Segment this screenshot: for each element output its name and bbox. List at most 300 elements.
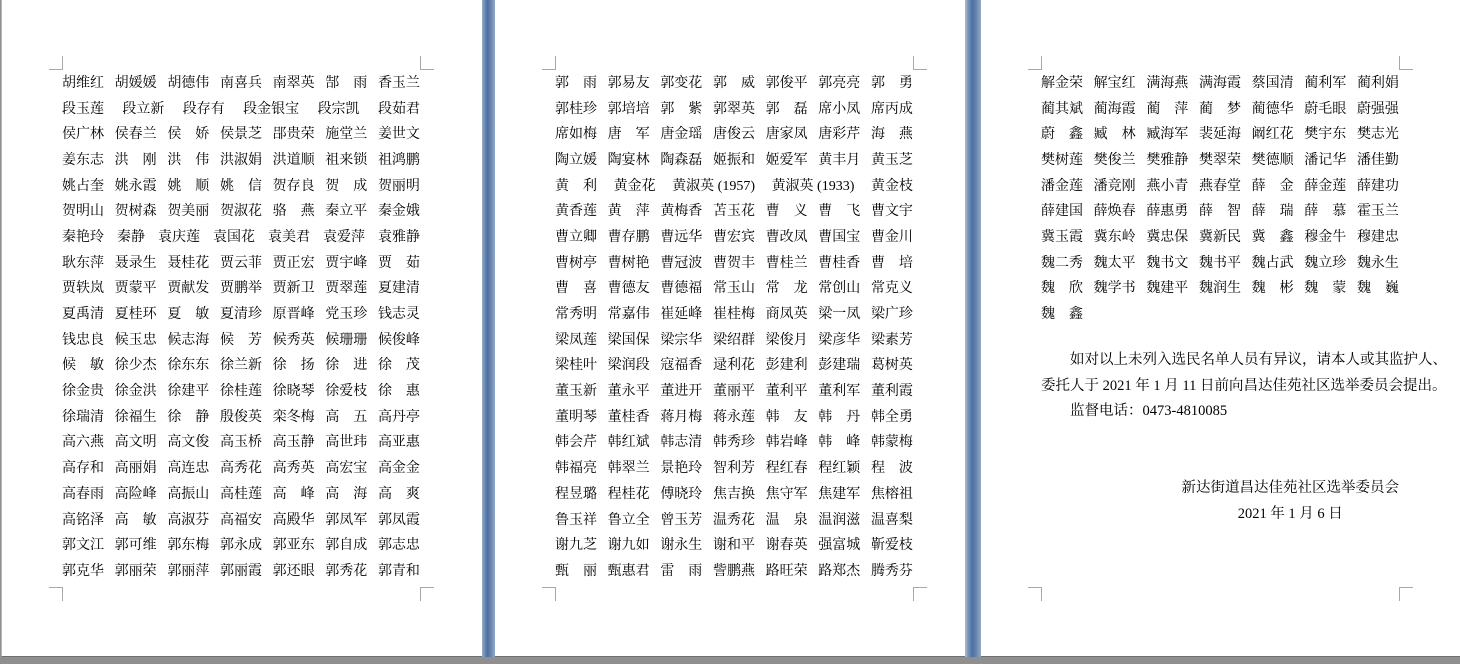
person-name: 强富城 [818, 538, 861, 554]
person-name: 高玉静 [272, 435, 315, 451]
person-name: 高淑芬 [167, 512, 210, 528]
person-name: 侯 娇 [167, 127, 210, 143]
person-name: 温秀花 [712, 512, 755, 528]
person-name: 阚红花 [1251, 127, 1294, 143]
person-name: 高 峰 [272, 486, 315, 502]
person-name: 梁广珍 [870, 307, 913, 323]
person-name: 夏桂环 [114, 307, 157, 323]
person-name: 席小凤 [818, 101, 861, 117]
person-name: 程昱璐 [555, 486, 597, 502]
person-name: 贾翠莲 [325, 281, 368, 297]
person-name: 薛建功 [1356, 178, 1399, 194]
person-name: 黄香莲 [555, 204, 597, 220]
person-name: 魏 鑫 [1041, 307, 1083, 323]
person-name: 魏永生 [1356, 255, 1399, 271]
person-name: 郜 雨 [325, 75, 368, 91]
person-name: 姚 信 [219, 178, 262, 194]
person-name: 郭培培 [607, 101, 650, 117]
person-name: 穆建忠 [1356, 229, 1399, 245]
person-name: 曹桂香 [818, 255, 861, 271]
name-row [1041, 223, 1399, 249]
person-name: 常克义 [870, 281, 913, 297]
person-name: 高秀英 [272, 461, 315, 477]
person-name: 曹文宇 [870, 204, 913, 220]
person-name: 谢春英 [765, 538, 808, 554]
name-row [555, 403, 913, 429]
person-name: 焦守军 [765, 486, 808, 502]
name-row [555, 454, 913, 480]
person-name: 曹德福 [660, 281, 703, 297]
person-name: 姚占奎 [62, 178, 104, 194]
person-name: 黄金枝 [870, 178, 913, 194]
person-name: 谢九如 [607, 538, 650, 554]
notice-line: 委托人于 2021 年 1 月 11 日前向昌达佳苑社区选举委员会提出。 [1041, 377, 1447, 394]
person-name: 聂桂花 [167, 255, 210, 271]
person-name: 谢永生 [660, 538, 703, 554]
person-name: 曹金川 [870, 229, 913, 245]
person-name: 高六燕 [62, 435, 104, 451]
name-row [62, 352, 420, 378]
person-name: 席如梅 [555, 127, 597, 143]
margin-crop-mark-top-right [913, 56, 927, 70]
person-name: 蔺海霞 [1093, 101, 1136, 117]
person-name: 腾秀芬 [870, 563, 913, 579]
person-name: 高 海 [325, 486, 368, 502]
person-name: 曹 飞 [818, 204, 861, 220]
margin-crop-mark-bottom-right [1399, 587, 1413, 601]
name-row [62, 557, 420, 583]
margin-crop-mark-bottom-left [49, 587, 63, 601]
person-name: 鲁玉祥 [555, 512, 597, 528]
margin-crop-mark-top-left [1028, 56, 1042, 70]
person-name: 温 泉 [765, 512, 808, 528]
document-page-2[interactable] [495, 0, 965, 657]
person-name: 贾云菲 [219, 255, 262, 271]
person-name: 梁凤莲 [555, 332, 597, 348]
person-name: 贾献发 [167, 281, 210, 297]
person-name: 袁国花 [213, 229, 255, 245]
person-name: 曹国宝 [818, 229, 861, 245]
person-name: 姬振和 [712, 152, 755, 168]
person-name: 袁庆莲 [158, 229, 200, 245]
person-name: 潘佳勤 [1356, 152, 1399, 168]
person-name: 谢九芝 [555, 538, 597, 554]
person-name: 鲁立全 [607, 512, 650, 528]
person-name: 智利芳 [712, 461, 755, 477]
name-row [555, 120, 913, 146]
person-name: 燕小青 [1146, 178, 1189, 194]
person-name: 曹树艳 [607, 255, 650, 271]
person-name: 段宗凯 [317, 101, 360, 117]
margin-crop-mark-top-left [49, 56, 63, 70]
name-row [1041, 120, 1399, 146]
person-name: 徐 进 [325, 358, 368, 374]
person-name: 高连忠 [167, 461, 210, 477]
person-name: 骆 燕 [272, 204, 315, 220]
name-row [1041, 197, 1399, 223]
signature-block [1182, 476, 1400, 527]
person-name: 商凤英 [765, 307, 808, 323]
person-name: 梁桂叶 [555, 358, 597, 374]
person-name: 程 波 [870, 461, 913, 477]
person-name: 南翠英 [272, 75, 315, 91]
person-name: 韩 峰 [818, 435, 861, 451]
person-name: 南喜兵 [219, 75, 262, 91]
person-name: 常嘉伟 [607, 307, 650, 323]
person-name: 郭亮亮 [818, 75, 861, 91]
person-name: 高 五 [325, 409, 368, 425]
person-name: 韩岩峰 [765, 435, 808, 451]
person-name: 臧 林 [1093, 127, 1136, 143]
person-name: 蔺 萍 [1146, 101, 1189, 117]
person-name: 靳爱枝 [870, 538, 913, 554]
person-name: 贾轶岚 [62, 281, 104, 297]
person-name: 侯广林 [62, 127, 104, 143]
person-name: 薛 智 [1198, 204, 1241, 220]
person-name: 温喜梨 [870, 512, 913, 528]
person-name: 梁绍群 [712, 332, 755, 348]
name-row [555, 69, 913, 95]
person-name: 甄 丽 [555, 563, 597, 579]
person-name: 高世玮 [325, 435, 368, 451]
person-name: 侯春兰 [114, 127, 157, 143]
person-name: 侯景芝 [219, 127, 262, 143]
person-name: 曾玉芳 [660, 512, 703, 528]
person-name: 胡媛媛 [114, 75, 157, 91]
margin-crop-mark-top-right [420, 56, 434, 70]
person-name: 候玉忠 [114, 332, 157, 348]
person-name: 蔡国清 [1251, 75, 1294, 91]
person-name: 韩会芹 [555, 435, 597, 451]
name-row [62, 377, 420, 403]
person-name: 贺树森 [114, 204, 157, 220]
person-name: 薛建国 [1041, 204, 1083, 220]
person-name: 樊志光 [1356, 127, 1399, 143]
document-page-1[interactable] [1, 0, 482, 657]
person-name: 殷俊英 [219, 409, 262, 425]
person-name: 程红春 [765, 461, 808, 477]
person-name: 樊德顺 [1251, 152, 1294, 168]
margin-crop-mark-bottom-left [1028, 587, 1042, 601]
name-row [62, 223, 420, 249]
person-name: 郭俊平 [765, 75, 808, 91]
person-name: 韩红斌 [607, 435, 650, 451]
name-row [62, 249, 420, 275]
person-name: 徐晓琴 [272, 384, 315, 400]
person-name: 徐金洪 [114, 384, 157, 400]
name-row [555, 326, 913, 352]
person-name: 魏二秀 [1041, 255, 1083, 271]
margin-crop-mark-top-left [542, 56, 556, 70]
name-row [555, 197, 913, 223]
person-name: 梁国保 [607, 332, 650, 348]
person-name: 蒋永莲 [712, 409, 755, 425]
person-name: 候珊珊 [325, 332, 368, 348]
person-name: 郭东梅 [167, 538, 210, 554]
person-name: 薛 金 [1251, 178, 1294, 194]
person-name: 秦静 [117, 229, 145, 245]
person-name: 冀 鑫 [1251, 229, 1294, 245]
person-name: 秦艳玲 [62, 229, 104, 245]
document-page-3[interactable] [981, 0, 1460, 657]
person-name: 蔚毛眼 [1304, 101, 1347, 117]
person-name: 蔺德华 [1251, 101, 1294, 117]
person-name: 贾正宏 [272, 255, 315, 271]
name-row [62, 172, 420, 198]
margin-crop-mark-bottom-right [913, 587, 927, 601]
person-name: 冀忠保 [1146, 229, 1189, 245]
person-name: 冀玉霞 [1041, 229, 1083, 245]
person-name: 潘金莲 [1041, 178, 1083, 194]
person-name: 魏占武 [1251, 255, 1294, 271]
name-row [62, 69, 420, 95]
person-name: 唐金瑶 [660, 127, 703, 143]
person-name: 高春雨 [62, 486, 104, 502]
person-name: 曹远华 [660, 229, 703, 245]
person-name: 曹宏宾 [712, 229, 755, 245]
name-row [1041, 275, 1399, 301]
person-name: 程桂花 [607, 486, 650, 502]
person-name: 曹 义 [765, 204, 808, 220]
person-name: 甄惠君 [607, 563, 650, 579]
person-name: 姬爱军 [765, 152, 808, 168]
person-name: 郭永成 [219, 538, 262, 554]
name-row [555, 480, 913, 506]
person-name: 高丽娟 [114, 461, 157, 477]
person-name: 候秀英 [272, 332, 315, 348]
person-name: 黄丰月 [818, 152, 861, 168]
name-row [62, 326, 420, 352]
person-name: 贾蒙平 [114, 281, 157, 297]
person-name: 秦立平 [325, 204, 368, 220]
person-name: 唐俊云 [712, 127, 755, 143]
person-name: 徐爱枝 [325, 384, 368, 400]
person-name: 潘竞刚 [1093, 178, 1136, 194]
signature-org: 新达街道昌达佳苑社区选举委员会 [1181, 479, 1399, 496]
person-name: 蔺其斌 [1041, 101, 1083, 117]
person-name: 段立新 [122, 101, 165, 117]
person-name: 魏 蒙 [1304, 281, 1347, 297]
person-name: 郭秀花 [325, 563, 368, 579]
name-row [555, 300, 913, 326]
person-name: 徐 扬 [272, 358, 315, 374]
person-name: 樊宇东 [1304, 127, 1347, 143]
person-name: 魏 巍 [1356, 281, 1399, 297]
person-name: 樊雅静 [1146, 152, 1189, 168]
person-name: 梁彦华 [818, 332, 861, 348]
person-name: 黄淑英 (1957) [672, 178, 755, 194]
name-row [62, 275, 420, 301]
person-name: 耿东萍 [62, 255, 104, 271]
person-name: 董进开 [660, 384, 703, 400]
person-name: 雷 雨 [660, 563, 703, 579]
person-name: 贺美丽 [167, 204, 210, 220]
person-name: 谢和平 [712, 538, 755, 554]
person-name: 席丙成 [870, 101, 913, 117]
person-name: 徐兰新 [219, 358, 262, 374]
person-name: 高文俊 [167, 435, 210, 451]
person-name: 常 龙 [765, 281, 808, 297]
person-name: 彭建利 [765, 358, 808, 374]
person-name: 海 燕 [870, 127, 913, 143]
person-name: 栾冬梅 [272, 409, 315, 425]
person-name: 郭翠英 [712, 101, 755, 117]
person-name: 曹改凤 [765, 229, 808, 245]
person-name: 胡维红 [62, 75, 104, 91]
person-name: 蔺利娟 [1356, 75, 1399, 91]
person-name: 郭丽荣 [114, 563, 157, 579]
person-name: 郭易友 [607, 75, 650, 91]
person-name: 郭 勇 [870, 75, 913, 91]
person-name: 贺淑花 [219, 204, 262, 220]
person-name: 郭还眼 [272, 563, 315, 579]
person-name: 施堂兰 [325, 127, 368, 143]
person-name: 黄 利 [555, 178, 597, 194]
person-name: 洪 伟 [167, 152, 210, 168]
person-name: 郭 威 [712, 75, 755, 91]
person-name: 薛惠勇 [1146, 204, 1189, 220]
person-name: 高宏宝 [325, 461, 368, 477]
name-row [555, 146, 913, 172]
person-name: 夏建清 [377, 281, 420, 297]
person-name: 黄梅香 [660, 204, 703, 220]
person-name: 解金荣 [1041, 75, 1083, 91]
person-name: 郭志忠 [377, 538, 420, 554]
person-name: 韩福亮 [555, 461, 597, 477]
person-name: 魏书文 [1146, 255, 1189, 271]
person-name: 董永平 [607, 384, 650, 400]
person-name: 贺明山 [62, 204, 104, 220]
person-name: 贺丽明 [377, 178, 420, 194]
person-name: 郭凤霞 [377, 512, 420, 528]
signature-date: 2021 年 1 月 6 日 [1237, 505, 1343, 522]
person-name: 原晋峰 [272, 307, 315, 323]
person-name: 曹冠波 [660, 255, 703, 271]
margin-crop-mark-bottom-left [542, 587, 556, 601]
person-name: 韩 友 [765, 409, 808, 425]
name-row [62, 95, 420, 121]
person-name: 樊树莲 [1041, 152, 1083, 168]
person-name: 黄金花 [613, 178, 656, 194]
person-name: 臧海军 [1146, 127, 1189, 143]
person-name: 洪道顺 [272, 152, 315, 168]
person-name: 薛金莲 [1304, 178, 1347, 194]
person-name: 钱志灵 [377, 307, 420, 323]
person-name: 黄玉芝 [870, 152, 913, 168]
person-name: 徐 静 [167, 409, 210, 425]
person-name: 袁美君 [268, 229, 310, 245]
name-row [62, 531, 420, 557]
person-name: 郭 紫 [660, 101, 703, 117]
person-name: 高福安 [219, 512, 262, 528]
person-name: 董丽平 [712, 384, 755, 400]
name-row [62, 146, 420, 172]
person-name: 路旺荣 [765, 563, 808, 579]
person-name: 寇福香 [660, 358, 703, 374]
person-name: 陶宴林 [607, 152, 650, 168]
person-name: 聂录生 [114, 255, 157, 271]
name-row [62, 454, 420, 480]
person-name: 郭变花 [660, 75, 703, 91]
name-row [555, 172, 913, 198]
person-name: 祖来锁 [325, 152, 368, 168]
name-row [62, 120, 420, 146]
person-name: 高振山 [167, 486, 210, 502]
person-name: 傅晓玲 [660, 486, 703, 502]
name-row [62, 403, 420, 429]
person-name: 曹存鹏 [607, 229, 650, 245]
page-text-area [62, 69, 420, 583]
notice-supervision-phone: 监督电话：0473-4810085 [1070, 403, 1228, 420]
person-name: 焦榕祖 [870, 486, 913, 502]
person-name: 贾宇峰 [325, 255, 368, 271]
person-name: 焦建军 [818, 486, 861, 502]
person-name: 彭建瑞 [818, 358, 861, 374]
person-name: 韩翠兰 [607, 461, 650, 477]
person-name: 蔚强强 [1356, 101, 1399, 117]
person-name: 薛 瑞 [1251, 204, 1294, 220]
person-name: 穆金牛 [1304, 229, 1347, 245]
name-row [555, 531, 913, 557]
person-name: 韩蒙梅 [870, 435, 913, 451]
name-row [555, 249, 913, 275]
name-row [555, 377, 913, 403]
person-name: 候 敏 [62, 358, 104, 374]
person-name: 蔺利军 [1304, 75, 1347, 91]
person-name: 裴延海 [1198, 127, 1241, 143]
person-name: 薛 慕 [1304, 204, 1347, 220]
person-name: 董利军 [818, 384, 861, 400]
person-name: 洪淑娟 [219, 152, 262, 168]
person-name: 郭文江 [62, 538, 104, 554]
person-name: 梁宗华 [660, 332, 703, 348]
person-name: 段茹君 [377, 101, 420, 117]
person-name: 董玉新 [555, 384, 597, 400]
margin-crop-mark-bottom-right [420, 587, 434, 601]
name-row [555, 429, 913, 455]
person-name: 贾 茹 [377, 255, 420, 271]
person-name: 高铭泽 [62, 512, 104, 528]
person-name: 祖鸿鹏 [377, 152, 420, 168]
person-name: 蔚 鑫 [1041, 127, 1083, 143]
person-name: 葛树英 [870, 358, 913, 374]
person-name: 蒋月梅 [660, 409, 703, 425]
person-name: 袁爱萍 [323, 229, 365, 245]
person-name: 梁俊月 [765, 332, 808, 348]
person-name: 魏润生 [1198, 281, 1241, 297]
person-name: 郭亚东 [272, 538, 315, 554]
objection-notice [1041, 348, 1447, 425]
person-name: 贾鹏举 [219, 281, 262, 297]
name-row [1041, 249, 1399, 275]
person-name: 黄淑英 (1933) [771, 178, 855, 194]
person-name: 徐瑞清 [62, 409, 104, 425]
notice-line: 如对以上未列入选民名单人员有异议，请本人或其监护人、 [1070, 351, 1447, 368]
person-name: 段玉莲 [62, 101, 104, 117]
person-name: 郭丽萍 [167, 563, 210, 579]
person-name: 黄 萍 [607, 204, 650, 220]
person-name: 曹立卿 [555, 229, 597, 245]
name-row [62, 300, 420, 326]
person-name: 冀东岭 [1093, 229, 1136, 245]
person-name: 薛焕春 [1093, 204, 1136, 220]
person-name: 满海霞 [1198, 75, 1241, 91]
name-row [555, 352, 913, 378]
person-name: 高桂莲 [219, 486, 262, 502]
person-name: 徐 茂 [377, 358, 420, 374]
person-name: 陶森磊 [660, 152, 703, 168]
name-row [1041, 172, 1399, 198]
